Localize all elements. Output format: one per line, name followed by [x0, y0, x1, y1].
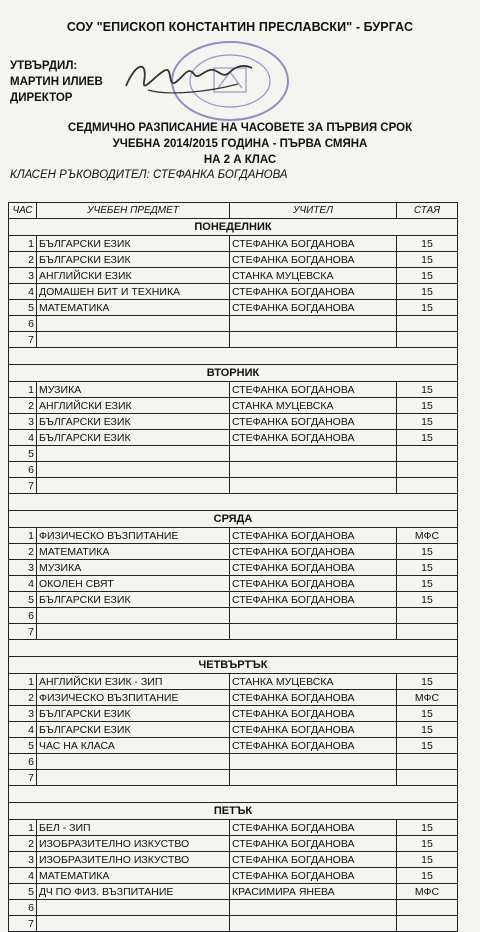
teacher-cell	[230, 332, 397, 348]
room-cell: 15	[397, 544, 458, 560]
room-cell: 15	[397, 284, 458, 300]
header-room: СТАЯ	[397, 203, 458, 219]
teacher-cell: СТАНКА МУЦЕВСКА	[230, 674, 397, 690]
teacher-cell: СТЕФАНКА БОГДАНОВА	[230, 544, 397, 560]
schedule-body	[9, 219, 458, 932]
table-row	[9, 608, 458, 624]
class-teacher: КЛАСЕН РЪКОВОДИТЕЛ: СТЕФАНКА БОГДАНОВА	[10, 169, 288, 181]
table-row	[9, 624, 458, 640]
hour-cell: 4	[9, 868, 37, 884]
hour-cell: 5	[9, 884, 37, 900]
title-line-2: УЧЕБНА 2014/2015 ГОДИНА - ПЪРВА СМЯНА	[112, 138, 368, 150]
teacher-cell: СТЕФАНКА БОГДАНОВА	[230, 820, 397, 836]
hour-cell: 1	[9, 674, 37, 690]
hour-cell: 1	[9, 528, 37, 544]
room-cell: МФС	[397, 528, 458, 544]
room-cell: 15	[397, 738, 458, 754]
room-cell	[397, 446, 458, 462]
table-row	[9, 738, 458, 754]
room-cell: МФС	[397, 690, 458, 706]
hour-cell: 2	[9, 544, 37, 560]
table-row	[9, 560, 458, 576]
table-row	[9, 754, 458, 770]
subject-cell: АНГЛИЙСКИ ЕЗИК - ЗИП	[37, 674, 230, 690]
table-row	[9, 770, 458, 786]
hour-cell: 7	[9, 478, 37, 494]
table-row	[9, 284, 458, 300]
hour-cell: 3	[9, 706, 37, 722]
hour-cell: 1	[9, 820, 37, 836]
hour-cell: 5	[9, 300, 37, 316]
day-spacer	[9, 786, 458, 803]
room-cell: 15	[397, 252, 458, 268]
teacher-cell: СТЕФАНКА БОГДАНОВА	[230, 592, 397, 608]
subject-cell	[37, 608, 230, 624]
teacher-cell	[230, 446, 397, 462]
room-cell: 15	[397, 674, 458, 690]
hour-cell: 7	[9, 624, 37, 640]
table-row	[9, 478, 458, 494]
teacher-cell	[230, 462, 397, 478]
day-spacer	[9, 494, 458, 511]
room-cell: 15	[397, 576, 458, 592]
room-cell: 15	[397, 382, 458, 398]
room-cell: 15	[397, 300, 458, 316]
teacher-cell: СТЕФАНКА БОГДАНОВА	[230, 560, 397, 576]
hour-cell: 2	[9, 836, 37, 852]
teacher-cell	[230, 478, 397, 494]
hour-cell: 4	[9, 722, 37, 738]
room-cell: 15	[397, 236, 458, 252]
school-name: СОУ "ЕПИСКОП КОНСТАНТИН ПРЕСЛАВСКИ" - БУРГАС	[66, 20, 414, 34]
table-row	[9, 268, 458, 284]
table-row	[9, 884, 458, 900]
table-row	[9, 916, 458, 932]
hour-cell: 7	[9, 916, 37, 932]
room-cell: 15	[397, 268, 458, 284]
schedule-title	[0, 120, 480, 168]
hour-cell: 4	[9, 284, 37, 300]
hour-cell: 3	[9, 560, 37, 576]
teacher-cell: СТЕФАНКА БОГДАНОВА	[230, 722, 397, 738]
subject-cell	[37, 478, 230, 494]
room-cell	[397, 754, 458, 770]
hour-cell: 1	[9, 236, 37, 252]
table-row	[9, 576, 458, 592]
subject-cell: БЪЛГАРСКИ ЕЗИК	[37, 414, 230, 430]
hour-cell: 4	[9, 430, 37, 446]
hour-cell: 3	[9, 268, 37, 284]
header-hour: ЧАС	[9, 203, 37, 219]
subject-cell: ФИЗИЧЕСКО ВЪЗПИТАНИЕ	[37, 528, 230, 544]
teacher-cell	[230, 316, 397, 332]
teacher-cell	[230, 754, 397, 770]
header-teacher: УЧИТЕЛ	[230, 203, 397, 219]
teacher-cell: СТАНКА МУЦЕВСКА	[230, 398, 397, 414]
table-row	[9, 852, 458, 868]
teacher-cell	[230, 900, 397, 916]
table-row	[9, 674, 458, 690]
teacher-cell: СТЕФАНКА БОГДАНОВА	[230, 236, 397, 252]
hour-cell: 5	[9, 446, 37, 462]
teacher-cell: КРАСИМИРА ЯНЕВА	[230, 884, 397, 900]
table-row	[9, 236, 458, 252]
subject-cell: БЪЛГАРСКИ ЕЗИК	[37, 706, 230, 722]
hour-cell: 2	[9, 690, 37, 706]
table-row	[9, 414, 458, 430]
spacer-cell	[9, 786, 458, 803]
subject-cell	[37, 332, 230, 348]
table-row	[9, 316, 458, 332]
spacer-cell	[9, 494, 458, 511]
hour-cell: 1	[9, 382, 37, 398]
teacher-cell: СТЕФАНКА БОГДАНОВА	[230, 706, 397, 722]
subject-cell	[37, 770, 230, 786]
subject-cell: БЪЛГАРСКИ ЕЗИК	[37, 252, 230, 268]
spacer-cell	[9, 640, 458, 657]
room-cell: 15	[397, 430, 458, 446]
teacher-cell: СТЕФАНКА БОГДАНОВА	[230, 284, 397, 300]
teacher-cell: СТЕФАНКА БОГДАНОВА	[230, 690, 397, 706]
table-row	[9, 332, 458, 348]
table-row	[9, 820, 458, 836]
day-name: ЧЕТВЪРТЪК	[9, 657, 458, 674]
subject-cell: ДОМАШЕН БИТ И ТЕХНИКА	[37, 284, 230, 300]
hour-cell: 6	[9, 754, 37, 770]
teacher-cell: СТАНКА МУЦЕВСКА	[230, 268, 397, 284]
subject-cell	[37, 900, 230, 916]
room-cell	[397, 900, 458, 916]
schedule-table	[8, 202, 458, 932]
hour-cell: 6	[9, 462, 37, 478]
day-name: ПОНЕДЕЛНИК	[9, 219, 458, 236]
teacher-cell: СТЕФАНКА БОГДАНОВА	[230, 382, 397, 398]
approval-block	[10, 58, 103, 106]
room-cell	[397, 478, 458, 494]
subject-cell	[37, 754, 230, 770]
hour-cell: 6	[9, 608, 37, 624]
table-row	[9, 706, 458, 722]
table-row	[9, 900, 458, 916]
teacher-cell: СТЕФАНКА БОГДАНОВА	[230, 528, 397, 544]
day-header-row	[9, 365, 458, 382]
hour-cell: 2	[9, 398, 37, 414]
room-cell: 15	[397, 414, 458, 430]
room-cell: 15	[397, 398, 458, 414]
room-cell	[397, 624, 458, 640]
table-row	[9, 252, 458, 268]
table-row	[9, 446, 458, 462]
subject-cell: ДЧ ПО ФИЗ. ВЪЗПИТАНИЕ	[37, 884, 230, 900]
room-cell	[397, 608, 458, 624]
teacher-cell: СТЕФАНКА БОГДАНОВА	[230, 414, 397, 430]
subject-cell: БЪЛГАРСКИ ЕЗИК	[37, 592, 230, 608]
hour-cell: 4	[9, 576, 37, 592]
hour-cell: 6	[9, 316, 37, 332]
day-header-row	[9, 803, 458, 820]
table-row	[9, 592, 458, 608]
subject-cell: МАТЕМАТИКА	[37, 544, 230, 560]
director-title: ДИРЕКТОР	[10, 92, 73, 104]
teacher-cell	[230, 770, 397, 786]
subject-cell: БЪЛГАРСКИ ЕЗИК	[37, 430, 230, 446]
table-row	[9, 430, 458, 446]
subject-cell	[37, 462, 230, 478]
director-signature-icon	[118, 52, 258, 102]
teacher-cell: СТЕФАНКА БОГДАНОВА	[230, 430, 397, 446]
teacher-cell	[230, 916, 397, 932]
subject-cell	[37, 316, 230, 332]
approval-label: УТВЪРДИЛ:	[10, 60, 78, 72]
spacer-cell	[9, 348, 458, 365]
room-cell	[397, 462, 458, 478]
day-header-row	[9, 219, 458, 236]
subject-cell: МУЗИКА	[37, 560, 230, 576]
subject-cell: МАТЕМАТИКА	[37, 868, 230, 884]
day-spacer	[9, 348, 458, 365]
day-name: ВТОРНИК	[9, 365, 458, 382]
subject-cell: ИЗОБРАЗИТЕЛНО ИЗКУСТВО	[37, 852, 230, 868]
day-spacer	[9, 640, 458, 657]
table-row	[9, 528, 458, 544]
subject-cell: ЧАС НА КЛАСА	[37, 738, 230, 754]
room-cell	[397, 316, 458, 332]
title-line-1: СЕДМИЧНО РАЗПИСАНИЕ НА ЧАСОВЕТЕ ЗА ПЪРВИЯ СРОК	[67, 122, 413, 134]
subject-cell	[37, 624, 230, 640]
table-row	[9, 690, 458, 706]
teacher-cell: СТЕФАНКА БОГДАНОВА	[230, 738, 397, 754]
room-cell: 15	[397, 868, 458, 884]
subject-cell: БЪЛГАРСКИ ЕЗИК	[37, 236, 230, 252]
subject-cell: ОКОЛЕН СВЯТ	[37, 576, 230, 592]
subject-cell: МУЗИКА	[37, 382, 230, 398]
day-header-row	[9, 657, 458, 674]
table-row	[9, 398, 458, 414]
teacher-cell: СТЕФАНКА БОГДАНОВА	[230, 836, 397, 852]
header-subject: УЧЕБЕН ПРЕДМЕТ	[37, 203, 230, 219]
subject-cell: ИЗОБРАЗИТЕЛНО ИЗКУСТВО	[37, 836, 230, 852]
table-row	[9, 382, 458, 398]
subject-cell	[37, 916, 230, 932]
subject-cell: АНГЛИЙСКИ ЕЗИК	[37, 268, 230, 284]
table-row	[9, 836, 458, 852]
room-cell	[397, 770, 458, 786]
table-row	[9, 300, 458, 316]
schedule-table-container	[8, 202, 457, 932]
teacher-cell: СТЕФАНКА БОГДАНОВА	[230, 852, 397, 868]
table-header-row	[9, 203, 458, 219]
subject-cell: БЪЛГАРСКИ ЕЗИК	[37, 722, 230, 738]
teacher-cell	[230, 608, 397, 624]
room-cell: 15	[397, 722, 458, 738]
room-cell: МФС	[397, 884, 458, 900]
room-cell	[397, 916, 458, 932]
hour-cell: 7	[9, 770, 37, 786]
room-cell: 15	[397, 706, 458, 722]
subject-cell: МАТЕМАТИКА	[37, 300, 230, 316]
subject-cell: ФИЗИЧЕСКО ВЪЗПИТАНИЕ	[37, 690, 230, 706]
teacher-cell: СТЕФАНКА БОГДАНОВА	[230, 868, 397, 884]
teacher-cell: СТЕФАНКА БОГДАНОВА	[230, 300, 397, 316]
subject-cell: БЕЛ - ЗИП	[37, 820, 230, 836]
hour-cell: 5	[9, 592, 37, 608]
teacher-cell: СТЕФАНКА БОГДАНОВА	[230, 576, 397, 592]
title-line-3: НА 2 А КЛАС	[203, 154, 277, 166]
subject-cell: АНГЛИЙСКИ ЕЗИК	[37, 398, 230, 414]
director-name: МАРТИН ИЛИЕВ	[10, 76, 103, 88]
teacher-cell: СТЕФАНКА БОГДАНОВА	[230, 252, 397, 268]
room-cell: 15	[397, 592, 458, 608]
hour-cell: 5	[9, 738, 37, 754]
table-row	[9, 722, 458, 738]
day-header-row	[9, 511, 458, 528]
day-name: ПЕТЪК	[9, 803, 458, 820]
hour-cell: 7	[9, 332, 37, 348]
hour-cell: 3	[9, 414, 37, 430]
table-row	[9, 462, 458, 478]
room-cell: 15	[397, 820, 458, 836]
hour-cell: 3	[9, 852, 37, 868]
table-row	[9, 544, 458, 560]
teacher-cell	[230, 624, 397, 640]
day-name: СРЯДА	[9, 511, 458, 528]
hour-cell: 2	[9, 252, 37, 268]
room-cell: 15	[397, 852, 458, 868]
subject-cell	[37, 446, 230, 462]
hour-cell: 6	[9, 900, 37, 916]
room-cell: 15	[397, 836, 458, 852]
room-cell: 15	[397, 560, 458, 576]
room-cell	[397, 332, 458, 348]
table-row	[9, 868, 458, 884]
